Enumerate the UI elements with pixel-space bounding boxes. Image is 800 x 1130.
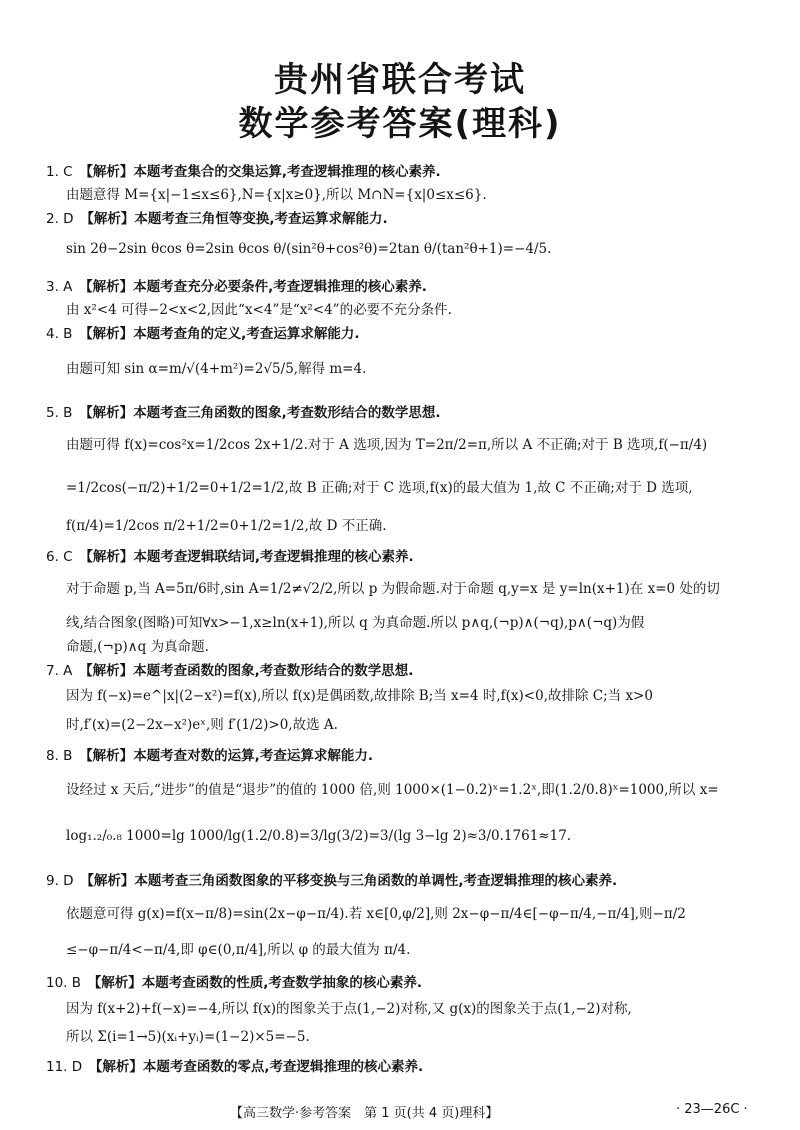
question-topic: 本题考查三角恒等变换,考查运算求解能力.	[134, 211, 388, 227]
solution-line: 由 x²<4 可得−2<x<2,因此“x<4”是“x²<4”的必要不充分条件.	[66, 302, 452, 318]
question-heading	[46, 974, 422, 992]
page-footer: 【高三数学·参考答案 第 1 页(共 4 页)理科】	[230, 1106, 499, 1121]
solution-line: 时,f′(x)=(2−2x−x²)eˣ,则 f′(1/2)>0,故选 A.	[66, 717, 338, 733]
analysis-tag: 【解析】	[85, 663, 134, 679]
answer-number: 5. B	[46, 405, 86, 421]
solution-line: 线,结合图象(图略)可知∀x>−1,x≥ln(x+1),所以 q 为真命题.所以 p∧q,(¬p)∧(¬q),p∧(¬q)为假	[66, 615, 645, 631]
question-heading	[46, 548, 414, 566]
question-heading	[46, 325, 359, 343]
answer-number: 11. D	[46, 1059, 96, 1075]
document-title: 贵州省联合考试	[274, 60, 526, 100]
question-topic: 本题考查三角函数图象的平移变换与三角函数的单调性,考查逻辑推理的核心素养.	[134, 873, 618, 889]
question-heading	[46, 1058, 423, 1076]
question-heading	[46, 747, 373, 765]
solution-line: ≤−φ−π/4<−π/4,即 φ∈(0,π/4],所以 φ 的最大值为 π/4.	[66, 942, 411, 958]
solution-line: log₁.₂/₀.₈ 1000=lg 1000/lg(1.2/0.8)=3/lg(3/2)=3/(lg 3−lg 2)≈3/0.1761≈17.	[66, 828, 572, 844]
solution-line: 由题意得 M={x|−1≤x≤6},N={x|x≥0},所以 M∩N={x|0≤x≤6}.	[66, 187, 487, 203]
answer-number: 4. B	[46, 326, 86, 342]
solution-line: 由题可知 sin α=m/√(4+m²)=2√5/5,解得 m=4.	[66, 361, 367, 377]
analysis-tag: 【解析】	[85, 405, 134, 421]
analysis-tag: 【解析】	[86, 549, 134, 565]
analysis-tag: 【解析】	[95, 1059, 143, 1075]
answer-number: 7. A	[46, 663, 86, 679]
question-topic: 本题考查角的定义,考查运算求解能力.	[133, 326, 360, 342]
answer-number: 10. B	[46, 975, 95, 991]
document-subtitle: 数学参考答案(理科)	[238, 104, 562, 144]
analysis-tag: 【解析】	[87, 211, 135, 227]
solution-line: 由题可得 f(x)=cos²x=1/2cos 2x+1/2.对于 A 选项,因为 T=2π/2=π,所以 A 不正确;对于 B 选项,f(−π/4)	[66, 437, 708, 453]
question-topic: 本题考查充分必要条件,考查逻辑推理的核心素养.	[133, 279, 427, 295]
question-topic: 本题考查函数的零点,考查逻辑推理的核心素养.	[142, 1059, 424, 1075]
document-code: · 23—26C ·	[676, 1102, 748, 1117]
solution-line: 对于命题 p,当 A=5π/6时,sin A=1/2≠√2/2,所以 p 为假命题.对于命题 q,y=x 是 y=ln(x+1)在 x=0 处的切	[66, 581, 720, 597]
solution-line: sin 2θ−2sin θcos θ=2sin θcos θ/(sin²θ+cos²θ)=2tan θ/(tan²θ+1)=−4/5.	[66, 241, 552, 257]
question-heading	[46, 662, 413, 680]
solution-line: 设经过 x 天后,“进步”的值是“退步”的值的 1000 倍,则 1000×(1−0.2)ˣ=1.2ˣ,即(1.2/0.8)ˣ=1000,所以 x=	[66, 782, 719, 798]
question-heading	[46, 404, 440, 422]
answer-number: 1. C	[46, 164, 87, 180]
question-topic: 本题考查函数的图象,考查数形结合的数学思想.	[133, 663, 414, 679]
question-heading	[46, 210, 388, 228]
solution-line: f(π/4)=1/2cos π/2+1/2=0+1/2=1/2,故 D 不正确.	[66, 518, 387, 534]
solution-line: 所以 Σ(i=1→5)(xᵢ+yᵢ)=(1−2)×5=−5.	[66, 1029, 310, 1045]
answer-number: 2. D	[46, 211, 88, 227]
analysis-tag: 【解析】	[87, 873, 135, 889]
question-topic: 本题考查逻辑联结词,考查逻辑推理的核心素养.	[133, 549, 414, 565]
analysis-tag: 【解析】	[85, 748, 134, 764]
analysis-tag: 【解析】	[85, 279, 134, 295]
solution-line: 命题,(¬p)∧q 为真命题.	[66, 639, 209, 655]
answer-number: 9. D	[46, 873, 88, 889]
analysis-tag: 【解析】	[94, 975, 142, 991]
answer-number: 8. B	[46, 748, 86, 764]
analysis-tag: 【解析】	[86, 164, 134, 180]
solution-line: 依题意可得 g(x)=f(x−π/8)=sin(2x−φ−π/4).若 x∈[0,φ/2],则 2x−φ−π/4∈[−φ−π/4,−π/4],则−π/2	[66, 906, 686, 922]
question-heading	[46, 278, 427, 296]
solution-line: =1/2cos(−π/2)+1/2=0+1/2=1/2,故 B 正确;对于 C 选项,f(x)的最大值为 1,故 C 不正确;对于 D 选项,	[66, 480, 693, 496]
solution-line: 因为 f(−x)=e^|x|(2−x²)=f(x),所以 f(x)是偶函数,故排除 B;当 x=4 时,f(x)<0,故排除 C;当 x>0	[66, 688, 653, 704]
question-topic: 本题考查函数的性质,考查数学抽象的核心素养.	[141, 975, 423, 991]
question-heading	[46, 163, 441, 181]
question-topic: 本题考查三角函数的图象,考查数形结合的数学思想.	[133, 405, 441, 421]
question-topic: 本题考查对数的运算,考查运算求解能力.	[133, 748, 373, 764]
question-heading	[46, 872, 617, 890]
answer-number: 3. A	[46, 279, 86, 295]
solution-line: 因为 f(x+2)+f(−x)=−4,所以 f(x)的图象关于点(1,−2)对称,又 g(x)的图象关于点(1,−2)对称,	[66, 1001, 632, 1017]
question-topic: 本题考查集合的交集运算,考查逻辑推理的核心素养.	[133, 164, 441, 180]
analysis-tag: 【解析】	[85, 326, 134, 342]
answer-number: 6. C	[46, 549, 87, 565]
